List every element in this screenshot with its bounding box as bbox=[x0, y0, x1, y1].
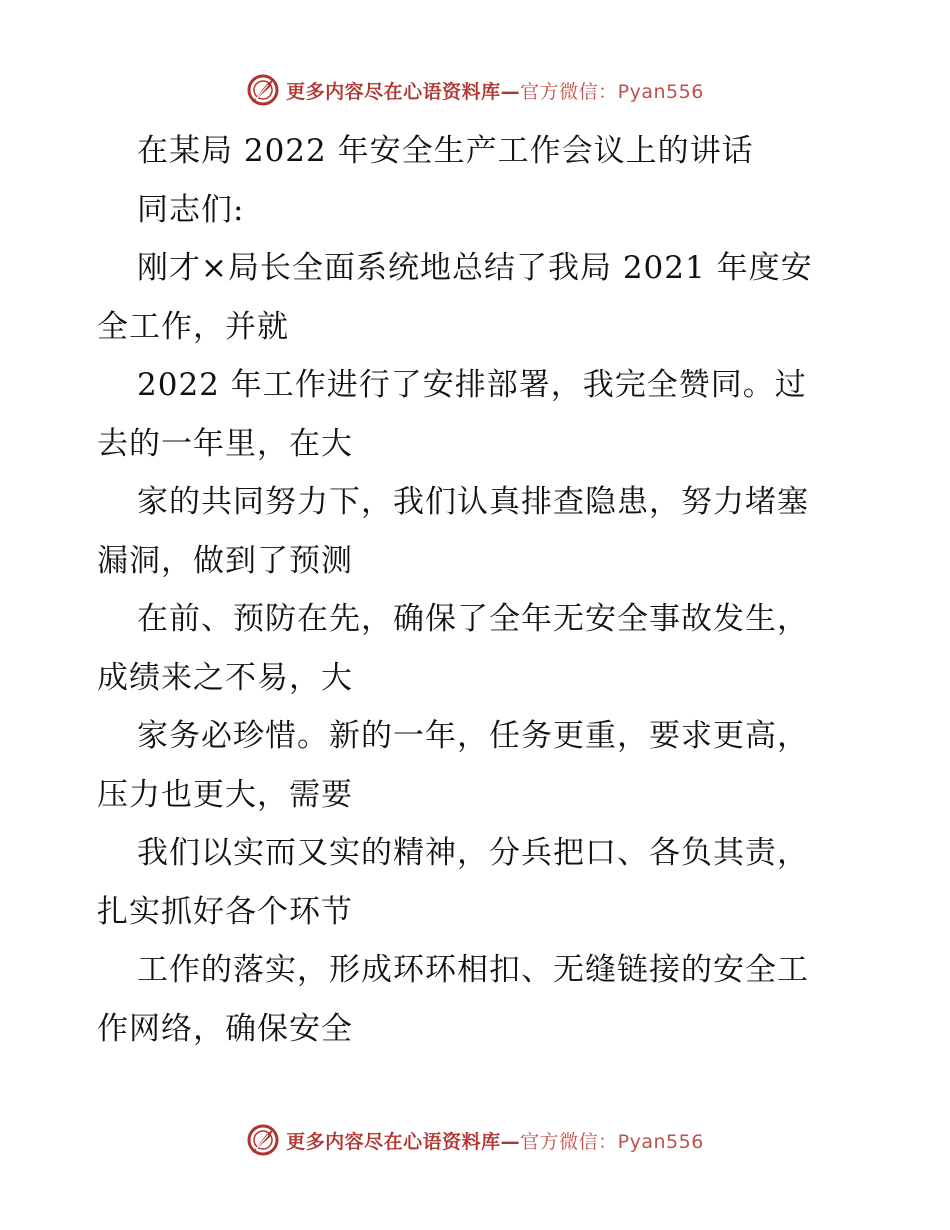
header-watermark-banner bbox=[0, 70, 950, 110]
paragraph-line: 刚才×局长全面系统地总结了我局 2021 年度安 bbox=[137, 250, 813, 286]
paragraph-line: 在前、预防在先，确保了全年无安全事故发生， bbox=[137, 601, 809, 637]
paragraph-line: 家的共同努力下，我们认真排查隐患，努力堵塞 bbox=[137, 484, 809, 520]
footer-watermark-banner bbox=[0, 1120, 950, 1160]
paragraph-line: 扎实抓好各个环节 bbox=[97, 893, 353, 930]
paragraph-line: 全工作，并就 bbox=[97, 308, 289, 345]
banner-text: 更多内容尽在心语资料库—官方微信：Pyan556 bbox=[286, 1130, 704, 1153]
paragraph-line: 成绩来之不易，大 bbox=[97, 659, 353, 696]
paragraph-line: 2022 年工作进行了安排部署，我完全赞同。过 bbox=[137, 367, 807, 403]
paragraph-line: 我们以实而又实的精神，分兵把口、各负其责， bbox=[137, 835, 809, 871]
paragraph-line: 作网络，确保安全 bbox=[97, 1010, 353, 1047]
paragraph-line: 去的一年里，在大 bbox=[97, 425, 353, 462]
paragraph-line: 压力也更大，需要 bbox=[97, 776, 353, 813]
salutation: 同志们: bbox=[137, 191, 245, 228]
feather-pen-logo-icon bbox=[246, 73, 280, 107]
paragraph-line: 漏洞，做到了预测 bbox=[97, 542, 353, 579]
paragraph-line: 工作的落实，形成环环相扣、无缝链接的安全工 bbox=[137, 952, 809, 988]
feather-pen-logo-icon bbox=[246, 1123, 280, 1157]
banner-text: 更多内容尽在心语资料库—官方微信：Pyan556 bbox=[286, 80, 704, 103]
document-title: 在某局 2022 年安全生产工作会议上的讲话 bbox=[137, 133, 754, 169]
document-body bbox=[97, 122, 857, 1058]
paragraph-line: 家务必珍惜。新的一年，任务更重，要求更高， bbox=[137, 718, 809, 754]
